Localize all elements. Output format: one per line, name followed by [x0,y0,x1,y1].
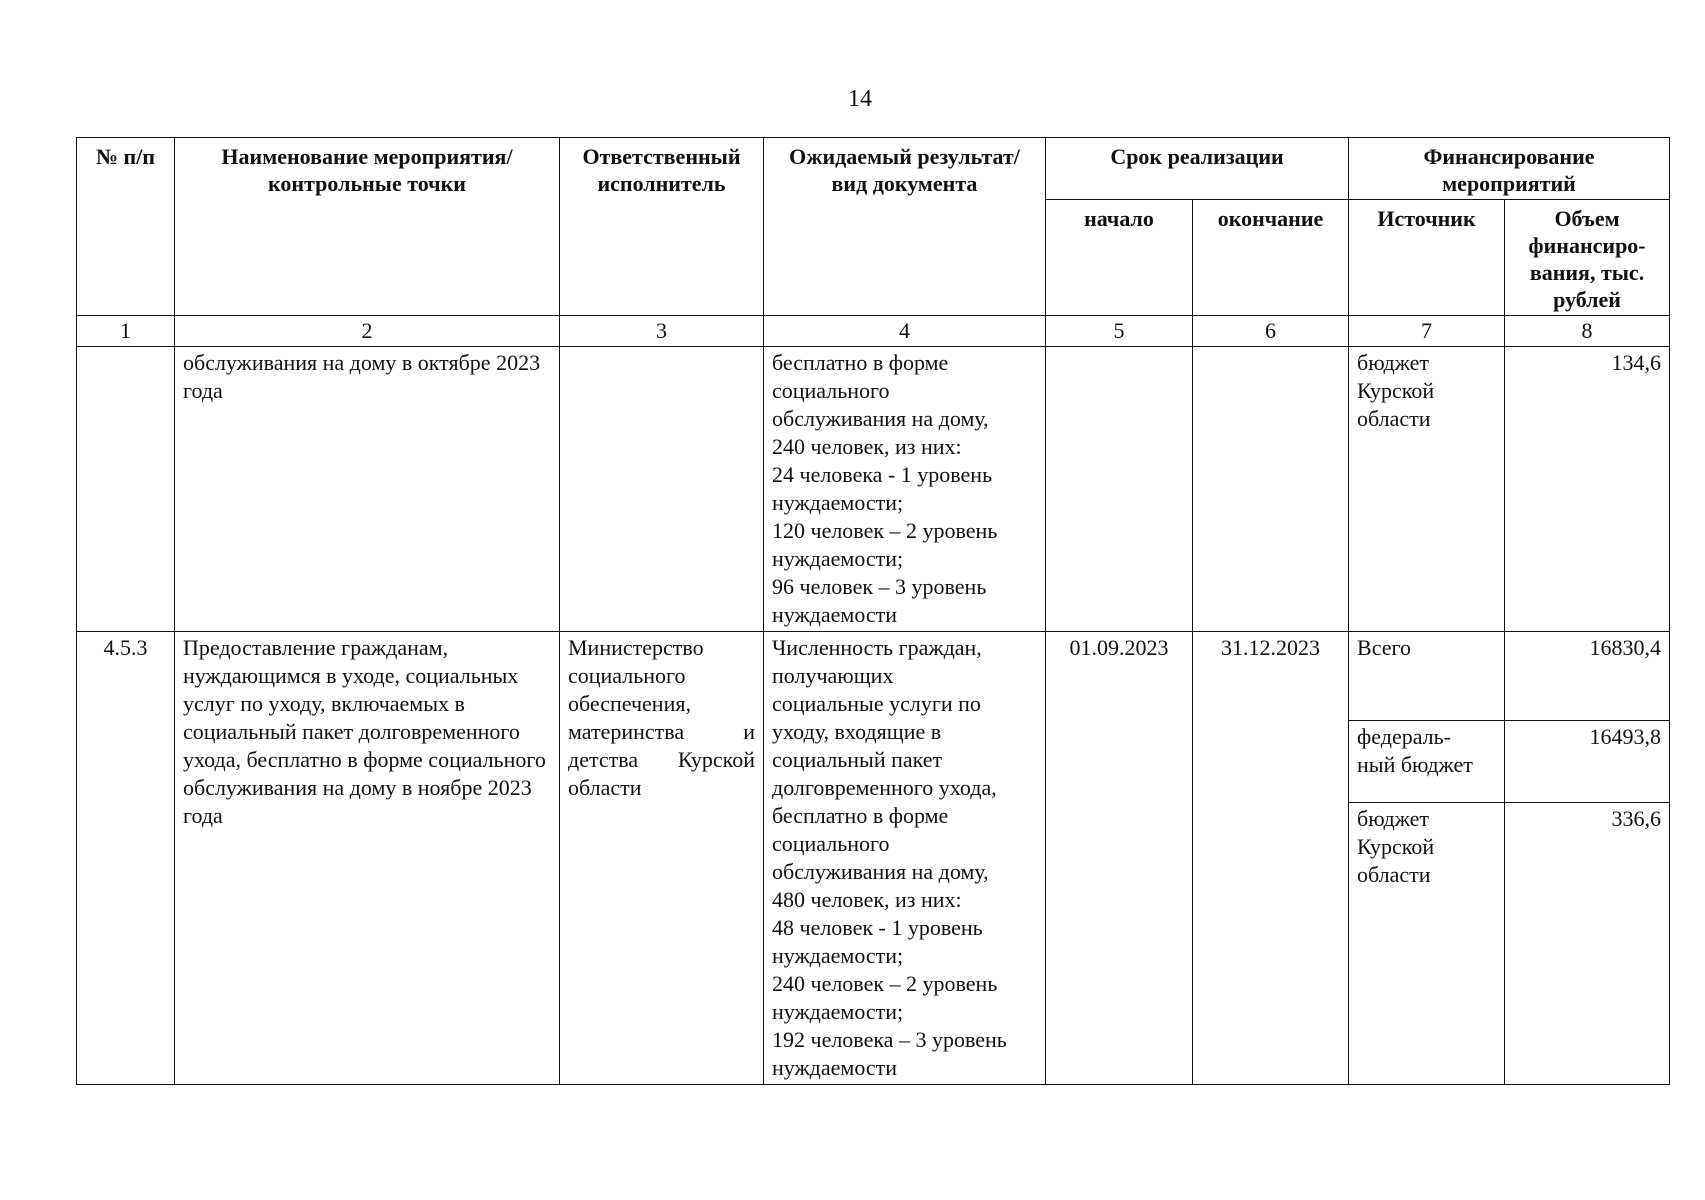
source-cell: бюджет Курской области [1349,802,1505,1085]
column-number: 2 [175,316,560,347]
table-row [77,632,1670,721]
volume-cell: 134,6 [1505,347,1670,632]
column-numbers-row [77,316,1670,347]
header-financing: Финансирование мероприятий [1349,138,1670,200]
volume-cell: 336,6 [1505,802,1670,1085]
header-result: Ожидаемый результат/вид документа [764,138,1046,316]
column-number: 5 [1046,316,1193,347]
start-date-cell [1046,347,1193,632]
header-end: окончание [1193,200,1349,316]
executor-cell [560,347,764,632]
column-number: 6 [1193,316,1349,347]
start-date-cell: 01.09.2023 [1046,632,1193,1085]
column-number: 1 [77,316,175,347]
row-number-cell [77,347,175,632]
header-source: Источник [1349,200,1505,316]
activity-name-cell: обслуживания на дому в октябре 2023 года [175,347,560,632]
header-activity-name: Наименование мероприятия/ контрольные точки [175,138,560,316]
column-number: 8 [1505,316,1670,347]
volume-cell: 16830,4 [1505,632,1670,721]
column-number: 4 [764,316,1046,347]
end-date-cell [1193,347,1349,632]
result-cell: бесплатно в форме социального обслуживания на дому, 240 человек, из них: 24 человека - 1 уровень нуждаемости; 120 человек – 2 уровень нуждаемости; 96 человек – 3 уровень нуждаемости [764,347,1046,632]
volume-cell: 16493,8 [1505,721,1670,802]
end-date-cell: 31.12.2023 [1193,632,1349,1085]
row-number-cell: 4.5.3 [77,632,175,1085]
table-row [77,347,1670,632]
column-number: 3 [560,316,764,347]
executor-cell: Министерство социального обеспечения, материнства и детства Курской области [560,632,764,1085]
source-cell: Всего [1349,632,1505,721]
activities-table [76,137,1670,1085]
source-cell: федераль- ный бюджет [1349,721,1505,802]
source-cell: бюджет Курской области [1349,347,1505,632]
header-start: начало [1046,200,1193,316]
column-number: 7 [1349,316,1505,347]
header-period: Срок реализации [1046,138,1349,200]
header-number: № п/п [77,138,175,316]
header-executor: Ответственный исполнитель [560,138,764,316]
activity-name-cell: Предоставление гражданам, нуждающимся в уходе, социальных услуг по уходу, включаемых в социальный пакет долговременного ухода, бесплатно в форме социального обслуживания на дому в ноябре 2023 года [175,632,560,1085]
page-number: 14 [848,86,872,112]
result-cell: Численность граждан, получающих социальные услуги по уходу, входящие в социальный пакет долговременного ухода, бесплатно в форме социального обслуживания на дому, 480 человек, из них: 48 человек - 1 уровень нуждаемости; 240 человек – 2 уровень нуждаемости; 192 человека – 3 уровень нуждаемости [764,632,1046,1085]
header-volume: Объем финансиро-вания, тыс. рублей [1505,200,1670,316]
